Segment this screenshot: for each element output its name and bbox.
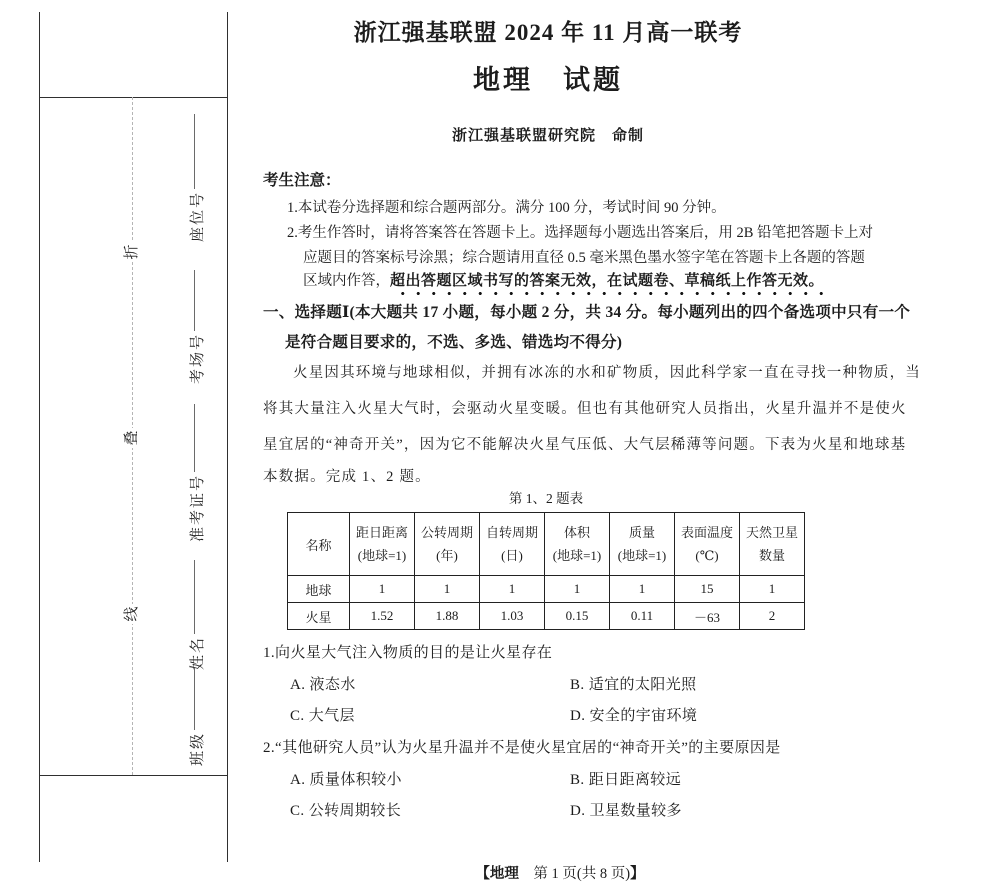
table-header-row <box>288 513 805 576</box>
notice-item-2-line-3 <box>303 269 824 290</box>
fold-line-char-1: 折 <box>122 242 142 262</box>
question-1-stem: 1.向火星大气注入物质的目的是让火星存在 <box>263 645 553 661</box>
notice-item-2-line-2: 应题目的答案标号涂黑；综合题请用直径 0.5 毫米黑色墨水签字笔在答题卡上各题的答题 <box>303 250 865 266</box>
class-label: 班级 <box>189 731 206 766</box>
sidebar-top-divider <box>39 97 227 98</box>
notice-heading: 考生注意： <box>263 172 341 189</box>
seat-number-field <box>186 112 206 242</box>
question-1-option-b: B. 适宜的太阳光照 <box>570 677 697 693</box>
issuer-line: 浙江强基联盟研究院 命制 <box>451 128 644 144</box>
fold-line-char-2: 叠 <box>122 428 142 448</box>
subject-title: 地理 试题 <box>473 65 623 95</box>
question-2-stem: 2.“其他研究人员”认为火星升温并不是使火星宜居的“神奇开关”的主要原因是 <box>263 740 781 756</box>
question-1-option-a: A. 液态水 <box>290 677 356 693</box>
page-footer <box>263 862 857 883</box>
class-blank-line <box>194 668 195 730</box>
notice-item-1: 1.本试卷分选择题和综合题两部分。满分 100 分，考试时间 90 分钟。 <box>287 200 726 216</box>
planet-data-table <box>287 512 805 630</box>
student-name-label: 姓名 <box>189 635 206 670</box>
table-row-mars: 火星 1.52 1.88 1.03 0.15 0.11 －63 2 <box>288 603 805 630</box>
footer-subject: 【地理 <box>475 866 519 882</box>
question-1-option-d: D. 安全的宇宙环境 <box>570 708 698 724</box>
exam-title: 浙江强基联盟 2024 年 11 月高一联考 <box>353 20 743 45</box>
table-caption: 第 1、2 题表 <box>508 491 584 506</box>
seat-number-label: 座位号 <box>189 190 206 242</box>
footer-close-bracket: 】 <box>630 866 645 882</box>
admission-ticket-label: 准考证号 <box>189 473 206 542</box>
passage-line-1: 火星因其环境与地球相似，并拥有冰冻的水和矿物质，因此科学家一直在寻找一种物质，当 <box>293 365 921 381</box>
question-2-option-c: C. 公转周期较长 <box>290 803 402 819</box>
question-2-option-d: D. 卫星数量较多 <box>570 803 682 819</box>
col-header-name: 名称 <box>288 513 350 576</box>
footer-page-info: 第 1 页(共 8 页) <box>518 866 631 882</box>
class-field <box>186 666 206 766</box>
col-header-sun-distance: 距日距离 (地球=1) <box>350 513 415 576</box>
section1-heading-line-2: 是符合题目要求的，不选、多选、错选均不得分) <box>285 334 623 351</box>
notice-warning-emphasized: 超出答题区域书写的答案无效，在试题卷、草稿纸上作答无效。 <box>390 273 824 296</box>
seat-number-blank-line <box>194 114 195 189</box>
question-2-option-b: B. 距日距离较远 <box>570 772 682 788</box>
notice-item-2-line-3-normal: 区域内作答， <box>303 273 390 289</box>
passage-line-3: 星宜居的“神奇开关”，因为它不能解决火星气压低、大气层稀薄等问题。下表为火星和地球基 <box>263 437 907 453</box>
student-name-field <box>186 558 206 670</box>
col-header-mass: 质量 (地球=1) <box>610 513 675 576</box>
col-header-revolution-period: 公转周期 (年) <box>415 513 480 576</box>
fold-line-char-3: 线 <box>122 604 142 624</box>
col-header-surface-temp: 表面温度 (℃) <box>675 513 740 576</box>
question-2-option-a: A. 质量体积较小 <box>290 772 402 788</box>
col-header-volume: 体积 (地球=1) <box>545 513 610 576</box>
exam-room-blank-line <box>194 270 195 331</box>
col-header-rotation-period: 自转周期 (日) <box>480 513 545 576</box>
admission-ticket-blank-line <box>194 404 195 472</box>
student-name-blank-line <box>194 560 195 634</box>
passage-line-4: 本数据。完成 1、2 题。 <box>263 469 431 485</box>
exam-room-label: 考场号 <box>189 332 206 384</box>
passage-line-2: 将其大量注入火星大气时，会驱动火星变暖。但也有其他研究人员指出，火星升温并不是使火 <box>263 401 907 417</box>
exam-room-field <box>186 268 206 384</box>
col-header-satellites: 天然卫星 数量 <box>740 513 805 576</box>
sidebar-bottom-divider <box>39 775 227 776</box>
table-row-earth: 地球 1 1 1 1 1 15 1 <box>288 576 805 603</box>
admission-ticket-field <box>186 402 206 542</box>
question-1-option-c: C. 大气层 <box>290 708 355 724</box>
section1-heading-line-1: 一、选择题Ⅰ(本大题共 17 小题，每小题 2 分，共 34 分。每小题列出的四个备选项中只有一个 <box>263 304 911 321</box>
notice-item-2-line-1: 2.考生作答时，请将答案答在答题卡上。选择题每小题选出答案后，用 2B 铅笔把答题卡上对 <box>287 225 874 241</box>
